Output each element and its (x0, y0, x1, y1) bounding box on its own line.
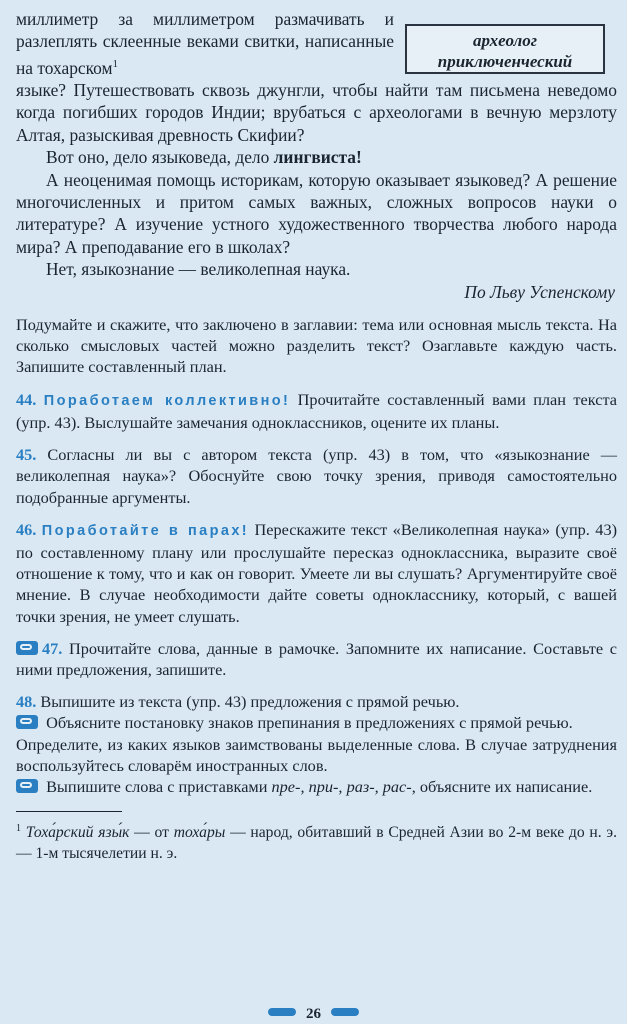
task-46 (0, 519, 627, 627)
task-heading: Поработаем коллективно! (43, 392, 291, 409)
linguist-word: лингвиста! (273, 147, 362, 168)
task-text: Прочитайте составленный вами план текста (упр. 43). Выслушайте замечания одноклассников, оцените их планы. (16, 389, 617, 432)
task-sub-text: Объясните постановку знаков препинания в предложениях с прямой речью. (42, 713, 573, 733)
page-number-text: 26 (306, 1006, 321, 1022)
spelling-icon (16, 641, 38, 655)
questions-paragraph: Подумайте и скажите, что заключено в заглавии: тема или основная мысль текста. На сколько смысловых частей можно разделить текст? Озаглавьте каждую часть. Запишите составленный план. (16, 315, 617, 377)
lead-text: миллиметр за миллиметром размачивать и разлеплять склеенные веками свитки, написанные на тохарском (16, 9, 394, 78)
task-48-sub-2: Определите, из каких языков заимствованы выделенные слова. В случае затруднения воспользуйтесь словарём иностранных слов. (16, 734, 617, 775)
task-44 (0, 389, 627, 433)
page-number (0, 1006, 627, 1023)
footnote-mark: 1 (16, 823, 21, 835)
task-heading: Поработайте в парах! (41, 522, 250, 539)
task-48-sub-3 (0, 776, 627, 797)
task-number: 48. (16, 692, 37, 712)
lead-rest-text: языке? Путешествовать сквозь джунгли, чтобы найти там письмена неведомо когда погибших городов Индии; врубаться с археологами в вечную мерзлоту Алтая, разыскивая древность Скифии? (16, 80, 617, 145)
task-text: Выпишите из текста (упр. 43) предложения с прямой речью. (36, 692, 460, 712)
footnote-term: Тоха́рский язы́к (25, 824, 130, 842)
p2-text: Вот оно, дело языковеда, дело (46, 147, 274, 168)
text-paragraph-4: Нет, языкознание — великолепная наука. (46, 259, 351, 280)
task-sub-text: Выпишите слова с приставками (42, 776, 272, 796)
task-text: Согласны ли вы с автором текста (упр. 43) в том, что «языкознание — великолепная наука»? Обоснуйте свою точку зрения, приводя самостоятельно подобранные аргументы. (16, 445, 617, 507)
vocabulary-word-1: археолог (472, 31, 538, 50)
task-text: Перескажите текст «Великолепная наука» (упр. 43) по составленному плану или прослушайте пересказ одноклассника, выразите своё отношение к тому, что и как он говорит. Умеете ли вы слушать? Аргументируйте своё мнение. В случае необходимости дайте советы однокласснику, который, с вашей точки зрения, не умеет слушать. (16, 519, 618, 626)
author-signature: По Льву Успенскому (464, 281, 615, 302)
task-48-sub-1 (0, 712, 627, 733)
task-sub-text-end: , объясните их написание. (411, 776, 593, 796)
task-45 (0, 444, 627, 508)
text-paragraph-3: А неоценимая помощь историкам, которую оказывает языковед? А решение многочисленных и притом самых важных, сложных вопросов науки о литературе? А изучение устного художественного творчества любого народа мира? А преподавание его в школах? (16, 169, 617, 257)
task-number: 46. (16, 519, 37, 539)
vocabulary-word-2: приключенческий (437, 52, 573, 71)
tasks-section (0, 314, 627, 797)
task-number: 47. (42, 638, 63, 658)
vocabulary-box (405, 24, 605, 74)
task-text: Прочитайте слова, данные в рамочке. Запомните их написание. Составьте с ними предложения, запишите. (16, 638, 617, 679)
task-number: 45. (16, 445, 37, 465)
task-47 (0, 638, 627, 680)
text-paragraph-2 (0, 146, 627, 168)
footnote-divider (16, 811, 122, 812)
footnote-dash: — от (129, 824, 174, 842)
spelling-icon (16, 779, 38, 793)
footnote-ref: 1 (112, 57, 119, 70)
prefixes: пре-, при-, раз-, рас- (271, 776, 412, 796)
footnote (0, 818, 627, 864)
footnote-rest: — народ, обитавший в Средней Азии во 2-м веке до н. э. — 1-м тысячелетии н. э. (16, 824, 617, 863)
task-number: 44. (16, 389, 37, 409)
spelling-icon (16, 715, 38, 729)
footnote-origin: тоха́ры (173, 824, 226, 842)
task-48 (0, 691, 627, 712)
